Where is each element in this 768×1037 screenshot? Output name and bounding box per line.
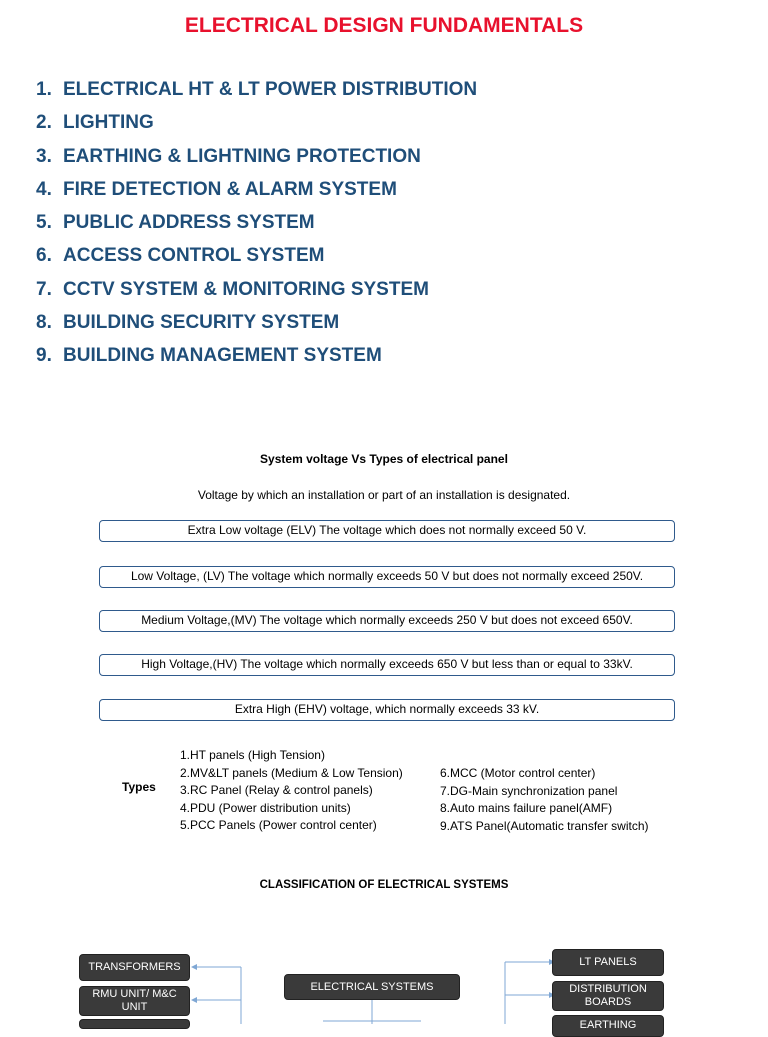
rmu-unit-node: RMU UNIT/ M&C UNIT <box>79 986 190 1016</box>
list-item-number: 9. <box>36 345 52 367</box>
list-item-label: LIGHTING <box>63 112 154 134</box>
list-item-label: ELECTRICAL HT & LT POWER DISTRIBUTION <box>63 79 478 100</box>
voltage-level-hv: High Voltage,(HV) The voltage which normally exceeds 650 V but less than or equal to 33kV. <box>99 654 675 676</box>
voltage-section-heading: System voltage Vs Types of electrical panel <box>260 452 508 466</box>
list-item-label: FIRE DETECTION & ALARM SYSTEM <box>63 178 397 200</box>
earthing-node: EARTHING <box>552 1015 664 1037</box>
voltage-level-ehv: Extra High (EHV) voltage, which normally exceeds 33 kV. <box>99 699 675 721</box>
page-title: ELECTRICAL DESIGN FUNDAMENTALS <box>184 14 584 37</box>
list-item-number: 8. <box>36 312 52 334</box>
list-item-number: 6. <box>36 245 52 267</box>
list-item-number: 4. <box>36 178 52 200</box>
list-item-label: BUILDING SECURITY SYSTEM <box>63 312 340 334</box>
list-item: 1.HT panels (High Tension) <box>180 748 325 762</box>
types-label: Types <box>122 780 156 794</box>
list-item: 9.ATS Panel(Automatic transfer switch) <box>440 818 649 833</box>
list-item-number: 1. <box>36 79 52 100</box>
list-item-number: 3. <box>36 145 52 167</box>
lt-panels-node: LT PANELS <box>552 949 664 976</box>
partial-left-node <box>79 1019 190 1029</box>
list-item: 5.PCC Panels (Power control center) <box>180 818 377 832</box>
list-item: 6.MCC (Motor control center) <box>440 766 596 780</box>
list-item-label: ACCESS CONTROL SYSTEM <box>63 245 325 267</box>
list-item-label: BUILDING MANAGEMENT SYSTEM <box>63 345 382 367</box>
list-item: 7.DG-Main synchronization panel <box>440 783 618 798</box>
voltage-section-intro: Voltage by which an installation or part of an installation is designated. <box>197 488 571 502</box>
list-item: 3.RC Panel (Relay & control panels) <box>180 783 373 797</box>
voltage-level-elv: Extra Low voltage (ELV) The voltage which does not normally exceed 50 V. <box>99 520 675 542</box>
classification-heading: CLASSIFICATION OF ELECTRICAL SYSTEMS <box>259 879 509 891</box>
voltage-level-mv: Medium Voltage,(MV) The voltage which normally exceeds 250 V but does not exceed 650V. <box>99 610 675 632</box>
distribution-boards-node: DISTRIBUTION BOARDS <box>552 981 664 1011</box>
list-item: 2.MV&LT panels (Medium & Low Tension) <box>180 765 403 780</box>
list-item-number: 5. <box>36 212 52 234</box>
list-item: 8.Auto mains failure panel(AMF) <box>440 801 613 815</box>
electrical-systems-node: ELECTRICAL SYSTEMS <box>284 974 460 1000</box>
list-item-label: PUBLIC ADDRESS SYSTEM <box>63 212 315 234</box>
list-item-number: 7. <box>36 278 52 300</box>
list-item: 4.PDU (Power distribution units) <box>180 800 351 815</box>
list-item-label: CCTV SYSTEM & MONITORING SYSTEM <box>63 278 429 300</box>
list-item-label: EARTHING & LIGHTNING PROTECTION <box>63 145 421 167</box>
voltage-level-lv: Low Voltage, (LV) The voltage which normally exceeds 50 V but does not normally exceed 250V. <box>99 566 675 588</box>
list-item-number: 2. <box>36 112 52 134</box>
transformers-node: TRANSFORMERS <box>79 954 190 981</box>
